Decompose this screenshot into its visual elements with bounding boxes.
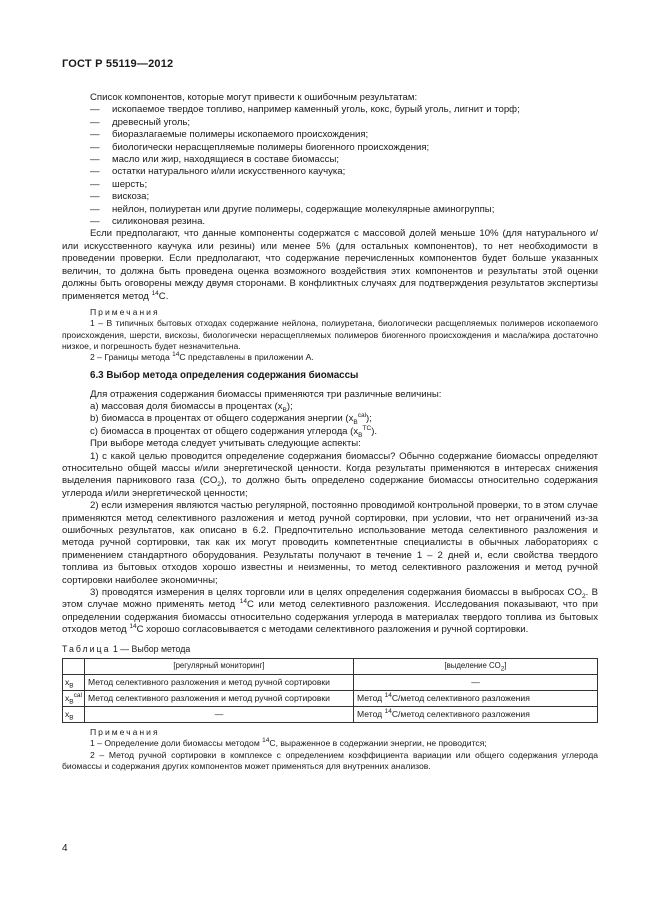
row-monitoring-cell: — xyxy=(85,707,354,723)
list-item: — масло или жир, находящиеся в составе биомассы; xyxy=(90,154,340,166)
table-row xyxy=(63,707,598,723)
table-header-monitoring: [регулярный мониторинг] xyxy=(85,659,354,675)
note-2: 2 – Границы метода $^{14}$C представлены в приложении А. xyxy=(90,351,314,362)
value-a: a) массовая доля биомассы в процентах $(x_B)$; xyxy=(90,400,293,414)
row-symbol: $x_B$ xyxy=(63,707,85,723)
table-notes-heading: Примечания xyxy=(90,727,160,738)
values-intro: Для отражения содержания биомассы применяются три различные величины: xyxy=(90,388,442,400)
list-item: — ископаемое твердое топливо, например каменный уголь, кокс, бурый уголь, лигнит и торф; xyxy=(90,104,520,116)
table-row xyxy=(63,691,598,707)
list-item: — остатки натурального и/или искусственного каучука; xyxy=(90,166,346,178)
list-item: — шерсть; xyxy=(90,178,148,190)
page-number: 4 xyxy=(62,843,68,854)
note-1: 1 – В типичных бытовых отходах содержание нейлона, полиуретана, биологически расщепляемых полимеров ископаемого происхождения, шерсти, вискозы, биологически нерасщепляемых полимеров биогенного происхождения и масла/жира достаточно низкое, и погрешность будет незначительна. xyxy=(62,318,598,351)
table-caption: Таблица 1 — Выбор метода xyxy=(62,643,191,654)
threshold-paragraph: Если предполагают, что данные компоненты содержатся с массовой долей меньше 10% (для натурального и/или искусственного каучука или резины) или менее 5% (для остальных компонентов), то нет необходимости в проведении проверки. Если предполагают, что содержание перечисленных компонентов будет больше указанных величин, то должна быть проведена оценка возможного воздействия этих компонентов и результаты этой оценки должны быть оговорены между двумя сторонами. В конфликтных случаях для подтверждения результатов экспертизы применяется метод $^{14}$C. xyxy=(62,228,598,302)
document-header-title: ГОСТ Р 55119—2012 xyxy=(62,58,174,70)
value-b: b) биомасса в процентах от общего содержания энергии $(x_B^{cal})$; xyxy=(90,412,372,427)
aspect-2: 2) если измерения являются частью регулярной, постоянно проводимой контрольной проверки, то в этом случае применяются метод селективного разложения и метод ручной сортировки, при условии, что нет ограничений из-за ошибочных результатов, как описано в 6.2. Предпочтительно использование метода селективного разложения и метода ручной сортировки, так как их могут проводить компетентные специалисты в обычных лабораториях с применением стандартного оборудования. Результаты получают в течение 1 – 2 дней и, если свойства твердого топлива из бытовых отходов хорошо известны и неизменны, то метод селективного разложения и метод ручной сортировки наиболее экономичны; xyxy=(62,500,598,586)
table-header-row xyxy=(63,659,598,675)
table-note-2: 2 – Метод ручной сортировки в комплексе с определением коэффициента вариации или общего содержания углерода биомассы и содержания других компонентов может применяться для внутренних анализов. xyxy=(62,749,598,771)
page-content xyxy=(62,92,598,772)
row-monitoring-cell: Метод селективного разложения и метод ручной сортировки xyxy=(85,691,354,707)
components-intro: Список компонентов, которые могут привести к ошибочным результатам: xyxy=(90,92,418,103)
table-corner-cell xyxy=(63,659,85,675)
list-item: — древесный уголь; xyxy=(90,116,191,128)
table-header-co2: [выделение $CO_2$] xyxy=(354,659,598,675)
list-item: — силиконовая резина. xyxy=(90,216,206,228)
list-item: — нейлон, полиуретан или другие полимеры, содержащие молекулярные аминогруппы; xyxy=(90,203,495,215)
row-symbol: $x_B$ xyxy=(63,675,85,691)
row-co2-cell: Метод $^{14}$C/метод селективного разложения xyxy=(354,691,598,707)
row-symbol: $x_B^{cal}$ xyxy=(63,691,85,707)
table-row xyxy=(63,675,598,691)
value-c: c) биомасса в процентах от общего содержания углерода $(x_B^{TC})$. xyxy=(90,424,378,439)
section-heading: 6.3 Выбор метода определения содержания биомассы xyxy=(90,370,359,382)
list-item: — биоразлагаемые полимеры ископаемого происхождения; xyxy=(90,129,369,141)
aspect-3: 3) проводятся измерения в целях торговли или в целях определения содержания биомассы в выбросах $CO_2$. В этом случае можно применять метод $^{14}$C или метод селективного разложения. Исследования показывают, что при определении содержания биомассы относительно содержания углерода в материалах твердого топлива из бытовых отходов метод $^{14}$C хорошо согласовывается с методами селективного разложения и ручной сортировки. xyxy=(62,587,598,636)
notes-heading: Примечания xyxy=(90,306,160,317)
method-selection-table xyxy=(62,658,598,723)
components-list xyxy=(62,104,598,228)
table-note-1: 1 – Определение доли биомассы методом $^{14}$C, выраженное в содержании энергии, не проводится; xyxy=(90,737,487,749)
row-co2-cell: Метод $^{14}$C/метод селективного разложения xyxy=(354,707,598,723)
list-item: — вискоза; xyxy=(90,191,150,203)
row-co2-cell: — xyxy=(354,675,598,691)
list-item: — биологически нерасщепляемые полимеры биогенного происхождения; xyxy=(90,141,430,153)
aspect-1: 1) с какой целью проводится определение содержания биомассы? Обычно содержание биомассы определяют относительно общей массы и/или энергетической ценности. Когда результаты применяются в интересах снижения выделения парникового газа $(CO_2)$, то должно быть определено содержание биомассы относительно содержания углерода и/или энергетической ценности; xyxy=(62,450,598,499)
row-monitoring-cell: Метод селективного разложения и метод ручной сортировки xyxy=(85,675,354,691)
aspects-intro: При выборе метода следует учитывать следующие аспекты: xyxy=(90,438,361,450)
